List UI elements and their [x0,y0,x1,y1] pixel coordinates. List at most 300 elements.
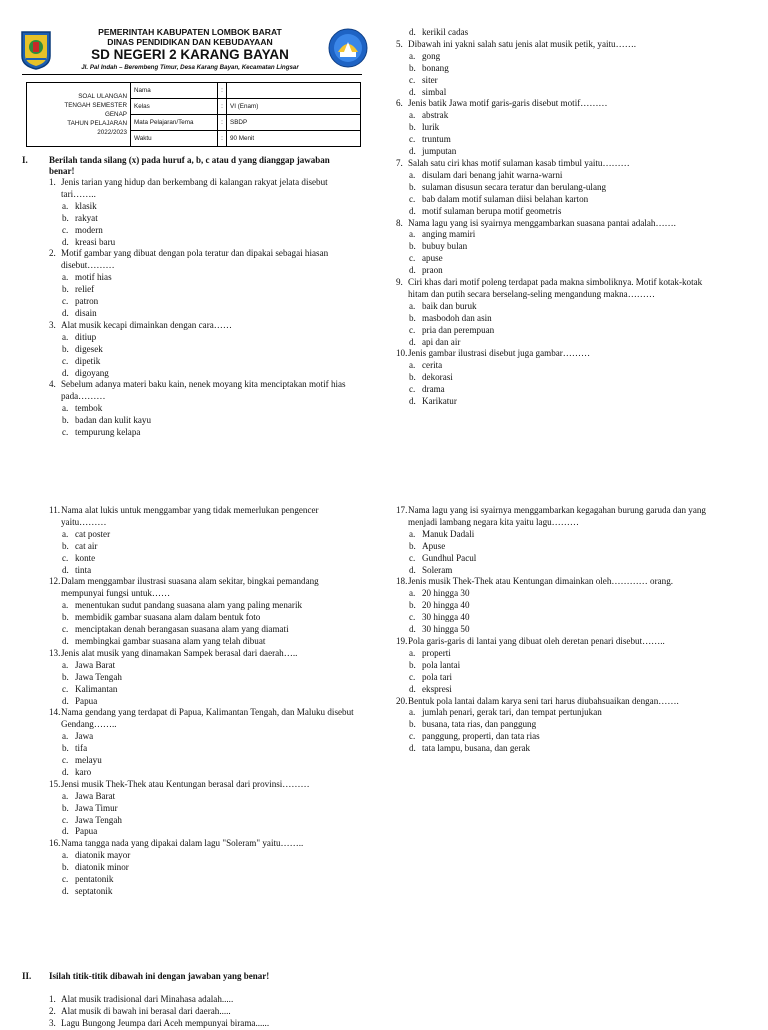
answer-option-d[interactable] [409,337,706,349]
option-letter: a. [62,600,69,611]
question-number: 17. [396,505,408,515]
answer-option-c[interactable] [62,356,359,368]
option-text: karo [75,766,92,777]
answer-option-b[interactable] [409,660,706,672]
option-text: diatonik mayor [75,850,131,861]
answer-option-a[interactable] [409,51,706,63]
question-number: 20. [396,695,408,706]
answer-option-c[interactable] [409,731,706,743]
answer-option-b[interactable] [409,541,706,553]
answer-option-b[interactable] [62,284,359,296]
question-text: Motif gambar yang dibuat dengan pola teratur dan dipakai sebagai hiasan disebut……… [61,248,329,271]
answer-option-c[interactable] [409,553,706,565]
option-letter: a. [62,272,69,283]
question-text: Nama tangga nada yang dipakai dalam lagu "Soleram" yaitu…….. [61,838,304,849]
option-letter: c. [409,612,416,623]
option-text: api dan air [422,336,461,347]
option-text: Apuse [422,540,446,551]
option-text: patron [75,296,99,307]
option-text: modern [75,224,103,235]
question-text: Nama gendang yang terdapat di Papua, Kalimantan Tengah, dan Maluku disebut Gendang…….. [61,707,354,730]
answer-option-b[interactable] [62,612,359,624]
answer-option-a[interactable] [62,403,359,415]
option-text: konte [75,552,96,563]
option-text: Papua [75,826,98,837]
option-text: Jawa Timur [75,802,118,813]
option-text: disain [75,307,97,318]
option-text: digesek [75,343,103,354]
question-18 [396,576,706,588]
info-value: 90 Menit [227,131,361,147]
info-value: SBDP [227,115,361,131]
option-text: jumputan [422,146,457,157]
answer-option-c[interactable] [62,815,359,827]
section2-list [49,994,449,1030]
option-text: drama [422,384,445,395]
option-letter: d. [62,564,69,575]
option-text: tempurung kelapa [75,427,141,438]
answer-option-a[interactable] [409,110,706,122]
question-text: Nama alat lukis untuk menggambar yang tidak memerlukan pengencer yaitu……… [61,505,319,527]
option-text: apuse [422,253,443,264]
option-letter: d. [62,307,69,318]
question-text: Jenis alat musik yang dinamakan Sampek berasal dari daerah….. [61,647,298,658]
option-text: ekspresi [422,683,452,694]
answer-option-b[interactable] [409,600,706,612]
option-text: rakyat [75,212,98,223]
option-letter: b. [62,671,69,682]
answer-option-b[interactable] [409,372,706,384]
option-letter: a. [62,331,69,342]
question-number: 16. [49,838,61,849]
answer-option-d[interactable] [409,206,706,218]
option-letter: a. [62,790,69,801]
answer-option-b[interactable] [409,719,706,731]
answer-option-b[interactable] [409,313,706,325]
option-text: masbodoh dan asin [422,312,492,323]
option-letter: c. [409,731,416,742]
answer-option-a[interactable] [409,588,706,600]
option-text: truntum [422,134,451,145]
option-text: tifa [75,743,88,754]
name-field[interactable] [227,83,361,99]
option-letter: b. [62,284,69,295]
answer-option-c[interactable] [409,384,706,396]
tut-wuri-handayani-logo [328,28,368,68]
question-number: 14. [49,707,61,718]
answer-option-d[interactable] [62,767,359,779]
section2-instruction: Isilah titik-titik dibawah ini dengan jawaban yang benar! [49,971,270,981]
option-letter: c. [62,355,69,366]
question-number: 18. [396,576,408,587]
info-label: Nama [131,83,218,99]
option-text: panggung, properti, dan tata rias [422,731,540,742]
question-text: Jensi musik Thek-Thek atau Kentungan berasal dari provinsi……… [61,778,310,789]
question-number: 6. [396,98,403,109]
option-letter: c. [62,755,69,766]
question-number: 1. [49,177,56,187]
question-text: Jenis gambar ilustrasi disebut juga gambar……… [408,348,591,359]
answer-option-d[interactable] [409,565,706,577]
info-label: Kelas [131,99,218,115]
answer-option-d[interactable] [409,624,706,636]
answer-option-d[interactable] [62,636,359,648]
question-text: Salah satu ciri khas motif sulaman kasab timbul yaitu……… [408,157,630,168]
option-letter: d. [409,265,416,276]
option-text: badan dan kulit kayu [75,415,152,426]
answer-option-c[interactable] [409,253,706,265]
answer-option-c[interactable] [62,225,359,237]
question-text: Nama lagu yang isi syairnya menggambarkan kegagahan burung garuda dan yang menjadi lambang negara kita yaitu lagu……… [408,505,706,527]
option-text: Gundhul Pacul [422,552,477,563]
option-letter: b. [62,540,69,551]
option-letter: b. [409,312,416,323]
option-letter: d. [409,205,416,216]
option-text: jumlah penari, gerak tari, dan tempat pertunjukan [422,707,602,718]
option-text: digoyang [75,367,109,378]
answer-option-a[interactable] [62,332,359,344]
option-letter: b. [62,415,69,426]
option-letter: d. [409,564,416,575]
section1-number: I. [22,155,28,165]
answer-option-a[interactable] [409,648,706,660]
answer-option-c[interactable] [62,427,359,439]
answer-option-b[interactable] [62,672,359,684]
answer-option-b[interactable] [62,862,359,874]
answer-option-a[interactable] [409,170,706,182]
option-text: pentatonik [75,874,114,885]
option-letter: b. [62,802,69,813]
option-text: tembok [75,403,103,414]
option-letter: c. [62,624,69,635]
option-text: 30 hingga 40 [422,612,470,623]
answer-option-a[interactable] [62,850,359,862]
option-letter: c. [409,74,416,85]
option-text: busana, tata rias, dan panggung [422,719,537,730]
option-letter: d. [409,27,416,37]
question-number: 2. [49,248,56,259]
answer-option-d[interactable] [62,696,359,708]
option-letter: d. [62,886,69,896]
option-text: bonang [422,62,449,73]
question-number: 4. [49,379,56,390]
question-number: 13. [49,647,61,658]
option-letter: b. [409,540,416,551]
option-letter: a. [409,110,416,121]
option-text: menentukan sudut pandang suasana alam yang paling menarik [75,600,303,611]
option-letter: a. [409,588,416,599]
answer-option-c[interactable] [62,755,359,767]
question-19 [396,636,706,648]
option-text: pola tari [422,671,453,682]
answer-option-b[interactable] [62,743,359,755]
answer-option-c[interactable] [62,553,359,565]
answer-option-b[interactable] [62,415,359,427]
question-text: Alat musik kecapi dimainkan dengan cara…… [61,319,232,330]
option-text: simbal [422,86,447,97]
answer-option-b[interactable] [62,213,359,225]
option-text: klasik [75,200,97,211]
option-letter: c. [409,552,416,563]
question-text: Jenis musik Thek-Thek atau Kentungan dimainkan oleh………… orang. [408,576,674,587]
option-letter: d. [62,826,69,837]
option-letter: b. [409,372,416,383]
option-letter: a. [409,707,416,718]
option-letter: b. [62,743,69,754]
school-address: Jl. Pal Indah – Berembeng Timur, Desa Karang Bayan, Kecamatan Lingsar [81,64,299,71]
option-letter: b. [62,862,69,873]
question-number: 10. [396,348,408,359]
option-letter: a. [62,200,69,211]
option-letter: a. [409,50,416,61]
option-text: tinta [75,564,92,575]
option-text: motif sulaman berupa motif geometris [422,205,562,216]
answer-option-a[interactable] [409,707,706,719]
option-text: anging mamiri [422,229,476,240]
question-text: Jenis tarian yang hidup dan berkembang di kalangan rakyat jelata disebut tari…….. [61,177,328,199]
option-letter: c. [62,874,69,885]
answer-option-a[interactable] [409,301,706,313]
answer-option-d[interactable] [62,826,359,838]
option-text: ditiup [75,331,97,342]
question-text: Nama lagu yang isi syairnya menggambarkan suasana pantai adalah……. [408,217,676,228]
question-11 [49,505,359,529]
option-letter: a. [62,731,69,742]
option-text: kreasi baru [75,236,116,247]
option-letter: a. [62,659,69,670]
answer-option-b[interactable] [409,122,706,134]
option-text: Manuk Dadali [422,528,475,539]
option-text: pola lantai [422,659,461,670]
answer-option-d[interactable] [409,743,706,755]
option-text: melayu [75,755,102,766]
answer-option-b[interactable] [62,541,359,553]
answer-option-d[interactable] [409,87,706,99]
answer-option-a[interactable] [62,529,359,541]
answer-option-c[interactable] [409,672,706,684]
fill-item: 3. Lagu Bungong Jeumpa dari Aceh mempunyai birama...... [49,1017,270,1028]
questions-col-1 [49,177,359,439]
option-letter: d. [409,396,416,407]
info-label: Mata Pelajaran/Tema [131,115,218,131]
option-letter: d. [62,695,69,706]
option-letter: a. [409,528,416,539]
option-letter: d. [409,86,416,97]
question-9 [396,277,706,301]
option-letter: b. [409,600,416,611]
option-letter: b. [409,719,416,730]
answer-option-d[interactable] [409,27,706,39]
option-letter: a. [409,229,416,240]
question-6 [396,98,706,110]
info-label: Waktu [131,131,218,147]
option-text: 20 hingga 40 [422,600,470,611]
answer-option-d[interactable] [409,684,706,696]
answer-option-a[interactable] [62,660,359,672]
question-14 [49,707,359,731]
option-letter: a. [409,360,416,371]
school-name: SD NEGERI 2 KARANG BAYAN [91,47,289,62]
option-text: Jawa Barat [75,659,116,670]
option-text: Karikatur [422,396,457,407]
question-text: Bentuk pola lantai dalam karya seni tari harus diubahsuaikan dengan……. [408,695,679,706]
answer-option-c[interactable] [62,624,359,636]
question-16 [49,838,359,850]
option-letter: c. [62,814,69,825]
answer-option-d[interactable] [62,565,359,577]
answer-option-a[interactable] [409,229,706,241]
option-letter: b. [62,343,69,354]
question-number: 8. [396,217,403,228]
option-letter: d. [409,624,416,635]
question-1 [49,177,359,201]
answer-option-d[interactable] [409,396,706,408]
option-letter: c. [409,193,416,204]
question-number: 19. [396,635,408,646]
option-letter: c. [409,384,416,395]
option-letter: c. [409,324,416,335]
question-15 [49,779,359,791]
header-rule [22,74,362,75]
question-text: Dibawah ini yakni salah satu jenis alat musik petik, yaitu……. [408,38,637,49]
question-17 [396,505,706,529]
option-letter: b. [409,241,416,252]
question-text: Sebelum adanya materi baku kain, nenek moyang kita menciptakan motif hias pada……… [61,379,346,402]
answer-option-d[interactable] [409,146,706,158]
option-text: Jawa Tengah [75,671,122,682]
answer-option-c[interactable] [409,134,706,146]
option-text: tata lampu, busana, dan gerak [422,743,531,754]
questions-col-2 [396,27,706,408]
question-text: Pola garis-garis di lantai yang dibuat oleh deretan penari disebut…….. [408,635,665,646]
question-7 [396,158,706,170]
option-text: cat air [75,540,98,551]
option-letter: c. [409,134,416,145]
option-letter: d. [62,766,69,777]
exam-info-table: SOAL ULANGAN TENGAH SEMESTER GENAP TAHUN PELAJARAN 2022/2023 Nama : Kelas : VI (Enam) Mata Pelajaran/Tema : SBDP Waktu : 90 Menit [26,82,361,147]
option-text: siter [422,74,438,85]
option-text: disulam dari benang jahit warna-warni [422,169,563,180]
question-8 [396,218,706,230]
option-letter: b. [409,122,416,133]
option-text: Jawa Barat [75,790,116,801]
option-letter: d. [409,743,416,754]
option-text: septatonik [75,886,113,896]
answer-option-a[interactable] [409,529,706,541]
answer-option-b[interactable] [62,344,359,356]
answer-option-a[interactable] [62,201,359,213]
answer-option-a[interactable] [409,360,706,372]
question-number: 9. [396,277,403,288]
option-text: 30 hingga 50 [422,624,470,635]
option-letter: c. [409,671,416,682]
option-letter: a. [409,300,416,311]
questions-col-3 [49,505,359,898]
info-value: VI (Enam) [227,99,361,115]
letterhead [55,27,325,62]
option-text: baik dan buruk [422,300,477,311]
option-text: 20 hingga 30 [422,588,470,599]
answer-option-d[interactable] [409,265,706,277]
option-letter: b. [62,612,69,623]
option-letter: c. [62,296,69,307]
option-letter: d. [62,236,69,247]
option-letter: a. [62,850,69,861]
option-text: membidik gambar suasana alam dalam bentuk foto [75,612,261,623]
option-text: Jawa [75,731,94,742]
answer-option-d[interactable] [62,368,359,380]
option-text: gong [422,50,441,61]
answer-option-c[interactable] [409,75,706,87]
question-number: 12. [49,576,61,587]
answer-option-a[interactable] [62,600,359,612]
option-letter: a. [409,169,416,180]
option-text: cerita [422,360,443,371]
option-text: bubuy bulan [422,241,468,252]
answer-option-a[interactable] [62,272,359,284]
answer-option-c[interactable] [409,612,706,624]
option-text: lurik [422,122,440,133]
answer-option-d[interactable] [62,308,359,320]
answer-option-b[interactable] [409,241,706,253]
option-text: Kalimantan [75,683,118,694]
question-12 [49,576,359,600]
answer-option-b[interactable] [409,182,706,194]
answer-option-c[interactable] [62,874,359,886]
answer-option-d[interactable] [62,886,359,898]
option-letter: c. [62,224,69,235]
option-letter: a. [62,403,69,414]
option-letter: c. [62,552,69,563]
answer-option-b[interactable] [62,803,359,815]
answer-option-a[interactable] [62,731,359,743]
option-text: abstrak [422,110,449,121]
question-3 [49,320,359,332]
header-line2: DINAS PENDIDIKAN DAN KEBUDAYAAN [107,37,273,47]
exam-title-cell: SOAL ULANGAN TENGAH SEMESTER GENAP TAHUN PELAJARAN 2022/2023 [27,83,131,147]
option-text: Papua [75,695,98,706]
option-text: cat poster [75,528,111,539]
question-number: 5. [396,38,403,49]
answer-option-c[interactable] [62,684,359,696]
option-letter: a. [62,528,69,539]
fill-item: 1. Alat musik tradisional dari Minahasa adalah..... [49,994,234,1004]
option-letter: d. [409,336,416,347]
header-line1: PEMERINTAH KABUPATEN LOMBOK BARAT [98,27,282,37]
option-letter: d. [62,367,69,378]
answer-option-b[interactable] [409,63,706,75]
option-letter: b. [409,181,416,192]
question-number: 7. [396,157,403,168]
answer-option-a[interactable] [62,791,359,803]
question-5 [396,39,706,51]
answer-option-c[interactable] [62,296,359,308]
question-number: 11. [49,505,61,515]
option-text: Soleram [422,564,453,575]
option-letter: c. [62,683,69,694]
option-letter: d. [409,146,416,157]
option-text: pria dan perempuan [422,324,495,335]
answer-option-c[interactable] [409,325,706,337]
option-letter: d. [409,683,416,694]
answer-option-c[interactable] [409,194,706,206]
option-text: dipetik [75,355,101,366]
option-text: dekorasi [422,372,453,383]
question-13 [49,648,359,660]
option-text: properti [422,647,451,658]
answer-option-d[interactable] [62,237,359,249]
option-letter: a. [409,647,416,658]
